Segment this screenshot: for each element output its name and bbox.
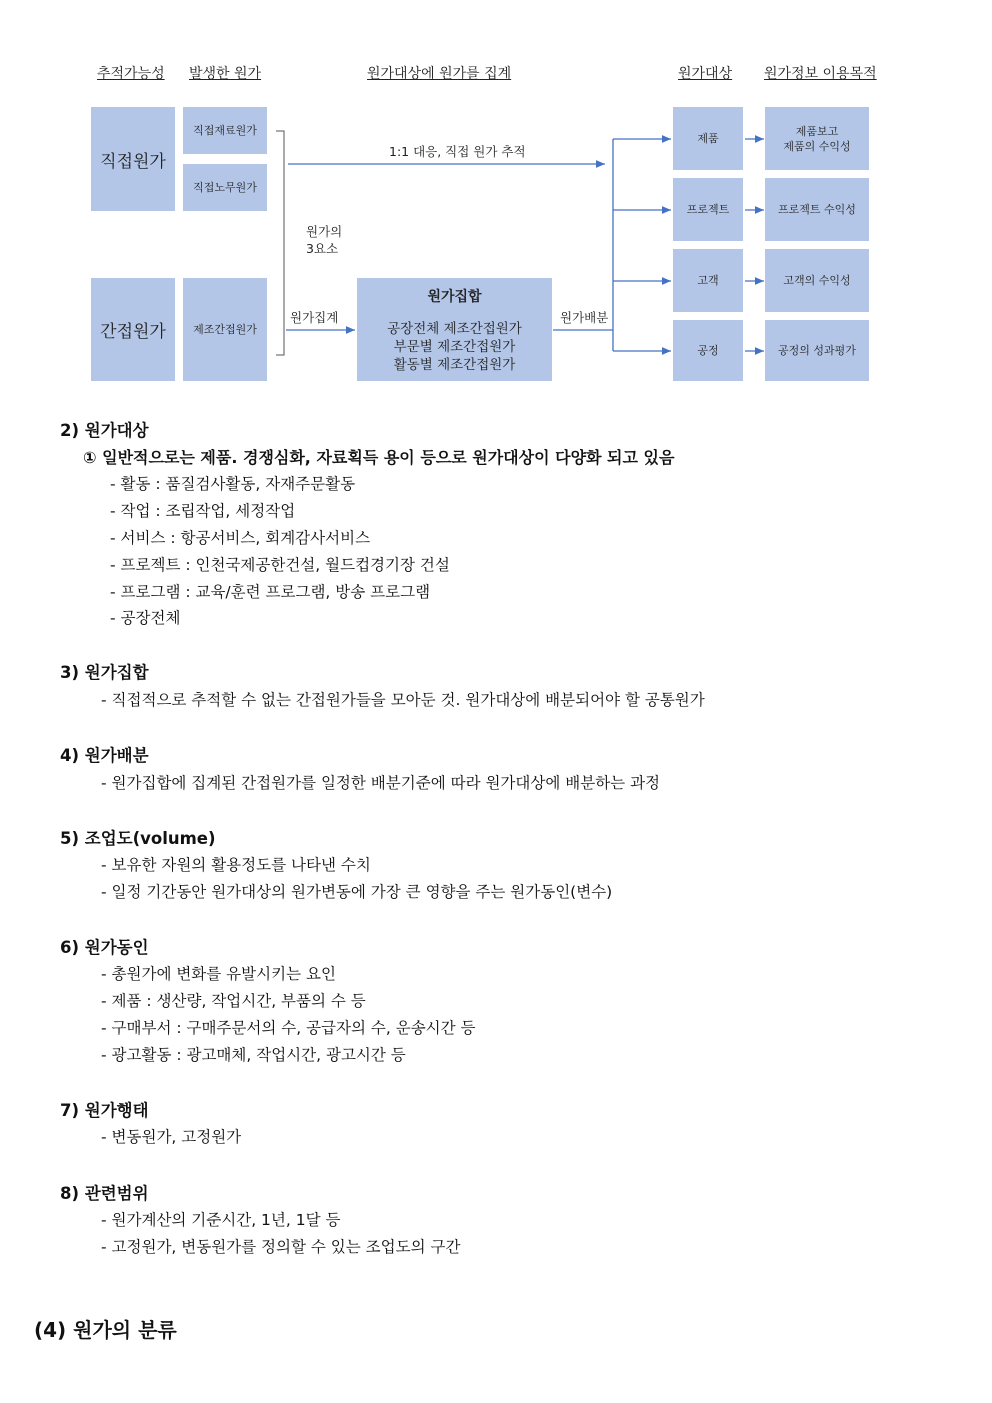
purpose-label: 제품보고 — [795, 124, 839, 138]
list-item: - 직접적으로 추적할 수 없는 간접원가들을 모아둔 것. 원가대상에 배분되어야 할 공통원가 — [101, 691, 705, 709]
header-traceability: 추적가능성 — [97, 66, 165, 82]
section-title: 6) 원가동인 — [60, 938, 149, 957]
section-title: 2) 원가대상 — [60, 421, 149, 440]
cost-pool-line: 부문별 제조간접원가 — [393, 338, 516, 355]
list-item: - 작업 : 조립작업, 세정작업 — [110, 502, 296, 520]
section-title: 4) 원가배분 — [60, 746, 149, 765]
list-item: - 보유한 자원의 활용정도를 나타낸 수치 — [101, 856, 371, 874]
list-item: - 고정원가, 변동원가를 정의할 수 있는 조업도의 구간 — [101, 1238, 461, 1256]
list-item: - 서비스 : 항공서비스, 회계감사서비스 — [110, 529, 371, 547]
header-incurred-cost: 발생한 원가 — [189, 66, 262, 82]
section-title: 5) 조업도(volume) — [60, 829, 216, 848]
object-label: 프로젝트 — [686, 203, 730, 216]
direct-labor-label: 직접노무원가 — [193, 181, 257, 194]
list-item: - 프로젝트 : 인천국제공한건설, 월드컵경기장 건설 — [110, 556, 450, 574]
purpose-label: 공정의 성과평가 — [778, 344, 856, 357]
direct-trace-label: 1:1 대응, 직접 원가 추적 — [389, 144, 526, 159]
purpose-label: 고객의 수익성 — [783, 274, 851, 287]
list-item: - 변동원가, 고정원가 — [101, 1128, 242, 1146]
cost-classification-heading: (4) 원가의 분류 — [34, 1318, 177, 1342]
purpose-label: 제품의 수익성 — [783, 139, 851, 153]
three-elements-label: 3요소 — [306, 241, 339, 256]
list-item: - 광고활동 : 광고매체, 작업시간, 광고시간 등 — [101, 1046, 406, 1064]
header-purpose: 원가정보 이용목적 — [764, 66, 877, 82]
connector-lines — [0, 0, 992, 400]
list-item: - 총원가에 변화를 유발시키는 요인 — [101, 965, 336, 983]
direct-cost-label: 직접원가 — [100, 151, 166, 172]
object-label: 고객 — [697, 274, 719, 287]
cost-pool-line: 활동별 제조간접원가 — [393, 356, 516, 373]
section-subtitle: ① 일반적으로는 제품. 경쟁심화, 자료획득 용이 등으로 원가대상이 다양화 되고 있음 — [83, 448, 675, 467]
three-elements-label: 원가의 — [306, 224, 343, 239]
allocation-label: 원가배분 — [560, 310, 609, 325]
direct-material-label: 직접재료원가 — [193, 124, 257, 137]
section-title: 8) 관련범위 — [60, 1184, 149, 1203]
list-item: - 프로그램 : 교육/훈련 프로그램, 방송 프로그램 — [110, 583, 431, 601]
accumulation-label: 원가집계 — [290, 310, 339, 325]
indirect-cost-label: 간접원가 — [100, 322, 166, 342]
purpose-label: 프로젝트 수익성 — [778, 203, 856, 216]
list-item: - 일정 기간동안 원가대상의 원가변동에 가장 큰 영향을 주는 원가동인(변수) — [101, 883, 613, 901]
list-item: - 제품 : 생산량, 작업시간, 부품의 수 등 — [101, 992, 366, 1010]
header-cost-object: 원가대상 — [678, 66, 733, 82]
list-item: - 공장전체 — [110, 609, 181, 627]
list-item: - 활동 : 품질검사활동, 자재주문활동 — [110, 475, 356, 493]
object-label: 공정 — [697, 344, 719, 357]
list-item: - 구매부서 : 구매주문서의 수, 공급자의 수, 운송시간 등 — [101, 1019, 476, 1037]
list-item: - 원가집합에 집계된 간접원가를 일정한 배분기준에 따라 원가대상에 배분하는 과정 — [101, 774, 661, 792]
cost-pool-line: 공장전체 제조간접원가 — [387, 320, 522, 337]
list-item: - 원가계산의 기준시간, 1년, 1달 등 — [101, 1211, 341, 1229]
section-title: 3) 원가집합 — [60, 663, 149, 682]
cost-pool-title: 원가집합 — [427, 288, 482, 305]
object-label: 제품 — [697, 132, 719, 145]
section-title: 7) 원가행태 — [60, 1101, 149, 1120]
mfg-overhead-label: 제조간접원가 — [193, 323, 257, 336]
three-elements-bracket — [276, 131, 284, 355]
header-accumulate: 원가대상에 원가를 집계 — [367, 66, 512, 82]
